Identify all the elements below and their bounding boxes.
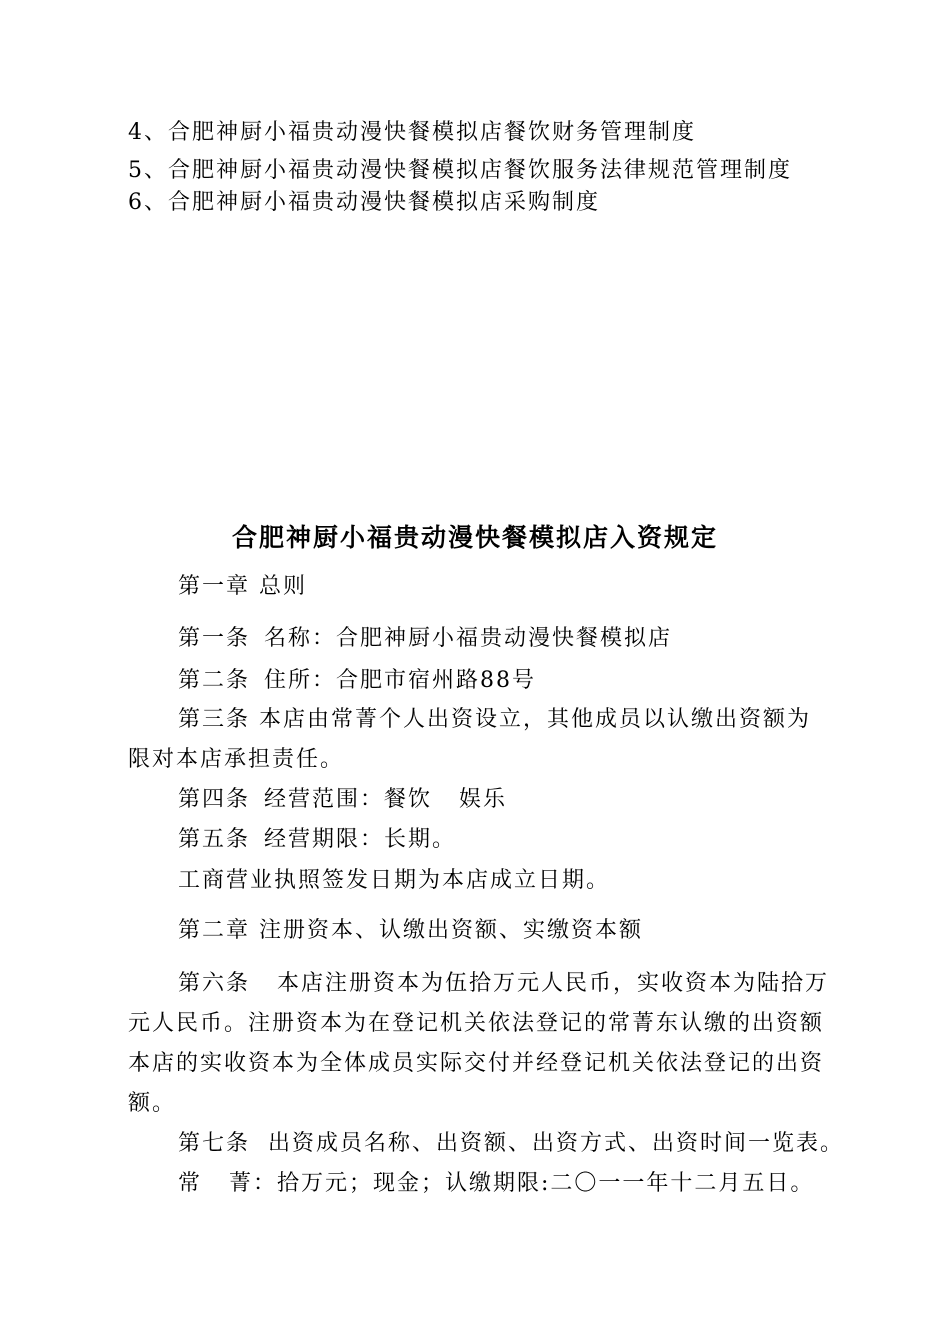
article-6-line-3: 本店的实收资本为全体成员实际交付并经登记机关依法登记的出资	[128, 1051, 825, 1076]
article-3-line-1: 第三条 本店由常菁个人出资设立，其他成员以认缴出资额为	[178, 707, 811, 732]
chapter-1-heading: 第一章 总则	[178, 574, 307, 599]
article-4-text: 经营范围：餐饮 娱乐	[264, 787, 507, 812]
article-5-label: 第五条	[178, 827, 251, 852]
document-title: 合肥神厨小福贵动漫快餐模拟店入资规定	[231, 523, 718, 552]
article-3-line-2: 限对本店承担责任。	[128, 747, 345, 772]
article-6-line-1: 第六条 本店注册资本为伍拾万元人民币，实收资本为陆拾万	[178, 971, 829, 996]
toc-item-6: 6、合肥神厨小福贵动漫快餐模拟店采购制度	[128, 190, 600, 215]
article-5-text: 经营期限：长期。	[264, 827, 457, 852]
article-1	[178, 624, 672, 654]
article-1-text: 名称：合肥神厨小福贵动漫快餐模拟店	[264, 626, 673, 651]
article-7-line-2: 常 菁：拾万元；现金；认缴期限:二〇一一年十二月五日。	[178, 1171, 815, 1196]
article-4-label: 第四条	[178, 787, 251, 812]
article-5	[178, 825, 456, 855]
article-4	[178, 785, 507, 815]
article-2-label: 第二条	[178, 668, 251, 693]
article-6-line-4: 额。	[128, 1091, 177, 1116]
article-1-label: 第一条	[178, 626, 251, 651]
chapter-2-heading: 第二章 注册资本、认缴出资额、实缴资本额	[178, 918, 643, 943]
article-2-text: 住所：合肥市宿州路88号	[264, 668, 537, 693]
article-2	[178, 666, 536, 696]
toc-item-5: 5、合肥神厨小福贵动漫快餐模拟店餐饮服务法律规范管理制度	[128, 158, 792, 183]
article-7-line-1: 第七条 出资成员名称、出资额、出资方式、出资时间一览表。	[178, 1131, 844, 1156]
article-6-line-2: 元人民币。注册资本为在登记机关依法登记的常菁东认缴的出资额	[128, 1011, 825, 1036]
toc-item-4: 4、合肥神厨小福贵动漫快餐模拟店餐饮财务管理制度	[128, 120, 696, 145]
article-5-note: 工商营业执照签发日期为本店成立日期。	[178, 868, 611, 893]
